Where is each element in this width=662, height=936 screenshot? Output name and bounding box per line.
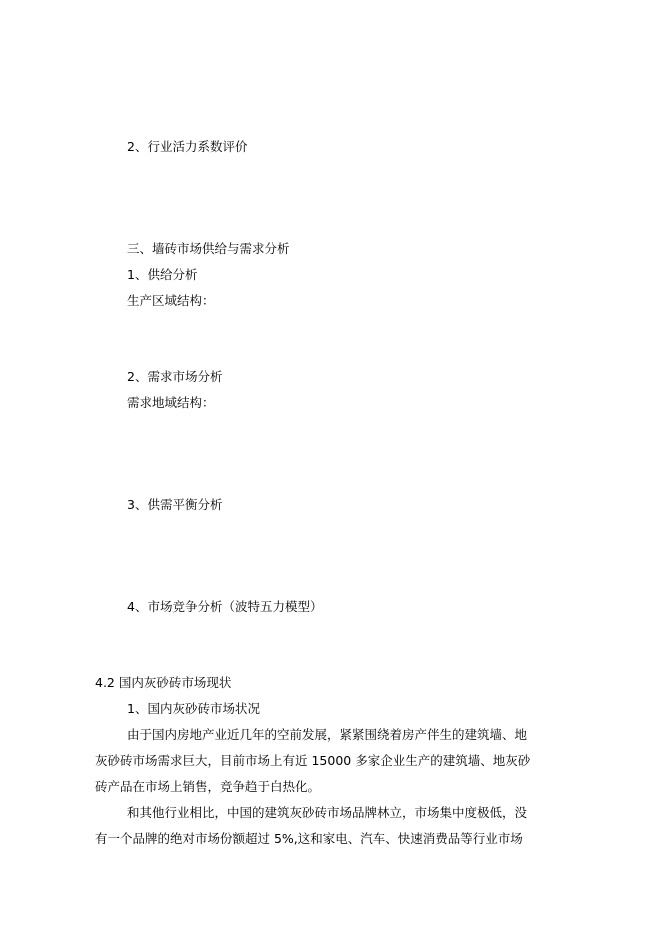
paragraph-1-line-1: 由于国内房地产业近几年的空前发展，紧紧围绕着房产伴生的建筑墙、地: [127, 727, 528, 742]
section-3-title: 三、墙砖市场供给与需求分析: [127, 241, 290, 256]
item-supply-demand-balance: 3、供需平衡分析: [127, 497, 223, 512]
section-4-2-title: 4.2 国内灰砂砖市场现状: [95, 675, 232, 690]
paragraph-1-line-3: 砖产品在市场上销售，竞争趋于白热化。: [95, 779, 321, 794]
item-demand-analysis: 2、需求市场分析: [127, 369, 223, 384]
paragraph-2-line-1: 和其他行业相比，中国的建筑灰砂砖市场品牌林立，市场集中度极低，没: [127, 805, 528, 820]
item-vitality-evaluation: 2、行业活力系数评价: [127, 139, 248, 154]
item-market-status: 1、国内灰砂砖市场状况: [127, 701, 260, 716]
item-market-competition: 4、市场竞争分析（波特五力模型）: [127, 599, 323, 614]
paragraph-2-line-2: 有一个品牌的绝对市场份额超过 5%,这和家电、汽车、快速消费品等行业市场: [95, 831, 523, 846]
supply-region-structure: 生产区域结构：: [127, 293, 215, 308]
demand-region-structure: 需求地域结构：: [127, 395, 215, 410]
item-supply-analysis: 1、供给分析: [127, 267, 198, 282]
paragraph-1-line-2: 灰砂砖市场需求巨大，目前市场上有近 15000 多家企业生产的建筑墙、地灰砂: [95, 753, 531, 768]
